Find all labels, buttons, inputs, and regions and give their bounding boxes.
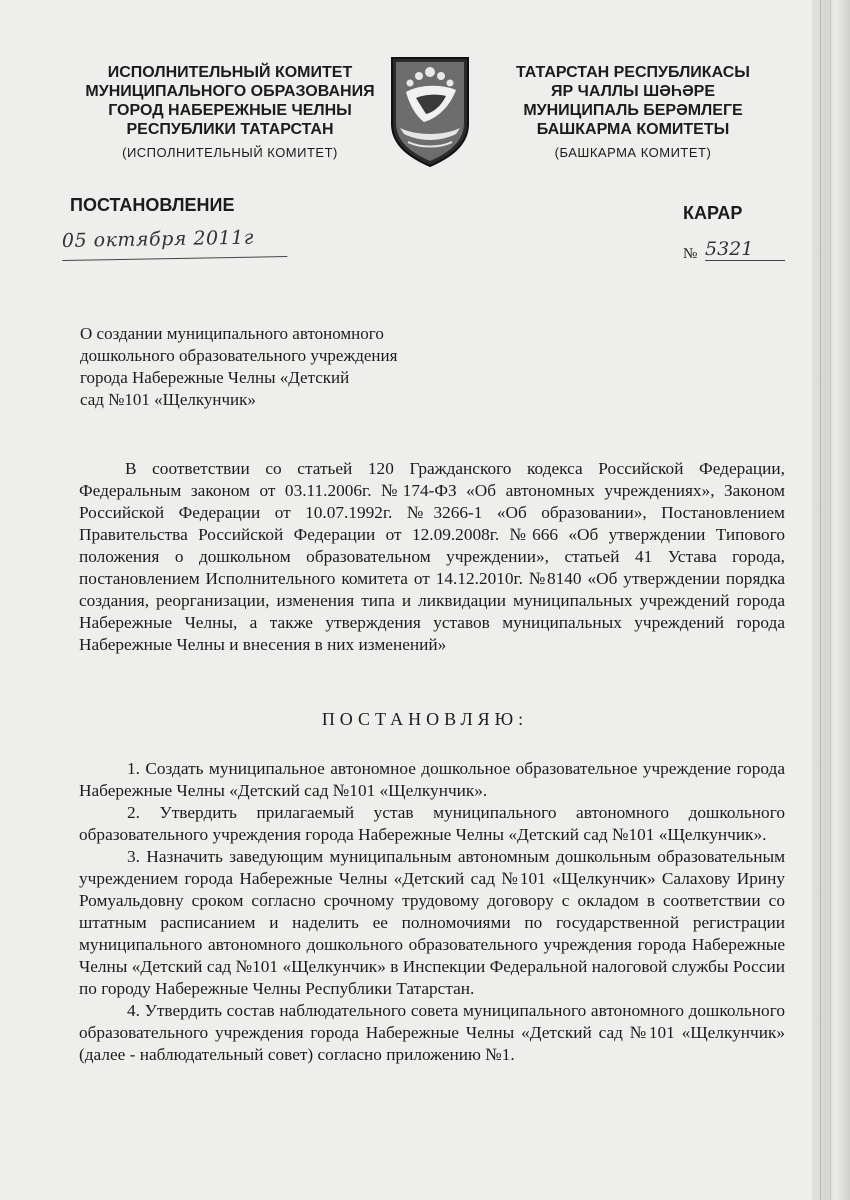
header-right-line: МУНИЦИПАЛЬ БЕРӘМЛЕГЕ (523, 102, 743, 119)
header-right-subtitle: (БАШКАРМА КОМИТЕТ) (554, 145, 712, 160)
document-type-ru: ПОСТАНОВЛЕНИЕ (70, 195, 235, 215)
decree-item-3: 3. Назначить заведующим муниципальным автономным дошкольным образовательным учреждением города Набережные Челны «Детский сад №101 «Щелкунчик» Салахову Ирину Ромуальдовну сроком согласно срочному трудовому договору с окладом в соответствии со штатным расписанием и наделить ее полномочиями по государственной регистрации муниципального автономного дошкольного образовательного учреждения города Набережные Челны «Детский сад №101 «Щелкунчик» в Инспекции Федеральной налоговой службы России по городу Набережные Челны Республики Татарстан. (79, 847, 785, 998)
subject-line: сад №101 «Щелкунчик» (80, 390, 256, 409)
header-left-line: ГОРОД НАБЕРЕЖНЫЕ ЧЕЛНЫ (108, 102, 352, 119)
header-right-block (478, 63, 788, 162)
header-left-line: МУНИЦИПАЛЬНОГО ОБРАЗОВАНИЯ (85, 83, 375, 100)
subject-line: О создании муниципального автономного (80, 324, 384, 343)
preamble-paragraph: В соответствии со статьей 120 Гражданского кодекса Российской Федерации, Федеральным законом от 03.11.2006г. №174-ФЗ «Об автономных учреждениях», Законом Российской Федерации от 10.07.1992г. №3266-1 «Об образовании», Постановлением Правительства Российской Федерации от 12.09.2008г. №666 «Об утверждении Типового положения о дошкольном образовательном учреждении», статьей 41 Устава города, постановлением Исполнительного комитета от 14.12.2010г. №8140 «Об утверждении порядка создания, реорганизации, изменения типа и ликвидации муниципальных учреждений города Набережные Челны, а также утверждения уставов муниципальных учреждений города Набережные Челны и внесения в них изменений» (79, 459, 785, 654)
handwritten-date: 05 октября 2011г (62, 226, 288, 261)
header-right-line: ТАТАРСТАН РЕСПУБЛИКАСЫ (516, 64, 750, 81)
preamble-block (79, 458, 785, 656)
header-left-subtitle: (ИСПОЛНИТЕЛЬНЫЙ КОМИТЕТ) (122, 145, 338, 160)
decree-items (79, 758, 785, 1066)
header-right-line: ЯР ЧАЛЛЫ ШӘҺӘРЕ (550, 83, 716, 100)
document-type-tt: КАРАР (683, 203, 743, 223)
decree-item-1: 1. Создать муниципальное автономное дошкольное образовательное учреждение города Набережные Челны «Детский сад №101 «Щелкунчик». (79, 759, 785, 800)
header-left-block (60, 63, 400, 162)
header-left-line: ИСПОЛНИТЕЛЬНЫЙ КОМИТЕТ (107, 64, 353, 81)
document-number (683, 240, 788, 264)
header-right-line: БАШКАРМА КОМИТЕТЫ (536, 121, 730, 138)
subject-line: дошкольного образовательного учреждения (80, 346, 398, 365)
decree-heading: ПОСТАНОВЛЯЮ: (321, 709, 529, 729)
subject-line: города Набережные Челны «Детский (80, 368, 350, 387)
handwritten-number: 5321 (705, 238, 785, 261)
decree-item-2: 2. Утвердить прилагаемый устав муниципального автономного дошкольного образовательного учреждения города Набережные Челны «Детский сад №101 «Щелкунчик». (79, 803, 785, 844)
decree-item-4: 4. Утвердить состав наблюдательного совета муниципального автономного дошкольного образовательного учреждения города Набережные Челны «Детский сад №101 «Щелкунчик» (далее - наблюдательный совет) согласно приложению №1. (79, 1001, 785, 1064)
header-left-line: РЕСПУБЛИКИ ТАТАРСТАН (126, 121, 334, 138)
document-subject (80, 323, 460, 411)
coat-of-arms-icon (386, 54, 474, 168)
scanned-page-edge (812, 0, 850, 1200)
number-label: № (683, 246, 698, 262)
